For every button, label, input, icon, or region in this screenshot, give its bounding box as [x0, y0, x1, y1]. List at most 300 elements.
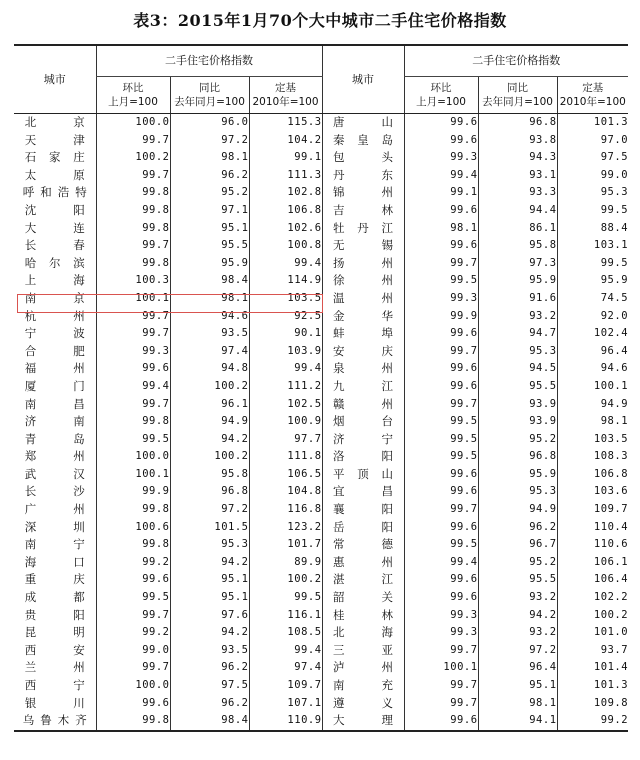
- header-mom-label: 环比: [122, 82, 144, 94]
- mom-value: 99.1: [404, 184, 478, 202]
- city-name: 三 亚: [333, 642, 394, 657]
- city-name: 丹 东: [333, 167, 394, 182]
- header-yoy-label: 同比: [507, 82, 529, 94]
- mom-value: 99.6: [404, 466, 478, 484]
- base-value: 103.9: [249, 343, 322, 361]
- mom-value: 99.0: [96, 642, 170, 660]
- table-row: [14, 607, 628, 625]
- city-name: 平顶山: [333, 466, 394, 481]
- base-value: 104.8: [249, 483, 322, 501]
- city-name: 金 华: [333, 308, 394, 323]
- mom-value: 100.0: [96, 677, 170, 695]
- yoy-value: 94.9: [170, 413, 249, 431]
- mom-value: 99.8: [96, 536, 170, 554]
- city-name: 长 春: [24, 238, 85, 253]
- city-cell: [14, 308, 96, 326]
- base-value: 101.0: [557, 624, 628, 642]
- city-cell: [14, 712, 96, 731]
- city-name: 扬 州: [333, 255, 394, 270]
- city-cell: [14, 149, 96, 167]
- header-base-base: 2010年=100: [252, 96, 319, 108]
- city-cell: [14, 483, 96, 501]
- city-name: 襄 阳: [333, 502, 394, 517]
- table-row: [14, 237, 628, 255]
- city-name: 北 海: [333, 625, 394, 640]
- base-value: 114.9: [249, 272, 322, 290]
- city-cell: [322, 712, 404, 731]
- city-name: 海 口: [24, 554, 85, 569]
- mom-value: 99.5: [404, 272, 478, 290]
- mom-value: 99.5: [96, 589, 170, 607]
- city-cell: [322, 167, 404, 185]
- city-cell: [14, 220, 96, 238]
- yoy-value: 97.1: [170, 202, 249, 220]
- header-yoy-base: 去年同月=100: [482, 96, 553, 108]
- mom-value: 100.6: [96, 519, 170, 537]
- yoy-value: 95.2: [478, 431, 557, 449]
- table-row: [14, 501, 628, 519]
- header-yoy-left: [170, 77, 249, 114]
- base-value: 101.7: [249, 536, 322, 554]
- city-name: 九 江: [333, 378, 394, 393]
- mom-value: 99.4: [96, 378, 170, 396]
- city-name: 合 肥: [24, 343, 85, 358]
- city-cell: [14, 431, 96, 449]
- city-name: 青 岛: [24, 431, 85, 446]
- yoy-value: 94.2: [170, 431, 249, 449]
- city-name: 大 连: [24, 220, 85, 235]
- city-name: 安 庆: [333, 343, 394, 358]
- mom-value: 99.6: [96, 695, 170, 713]
- base-value: 106.8: [557, 466, 628, 484]
- base-value: 89.9: [249, 554, 322, 572]
- city-name: 常 德: [333, 537, 394, 552]
- yoy-value: 97.2: [170, 132, 249, 150]
- header-yoy-base: 去年同月=100: [174, 96, 245, 108]
- yoy-value: 93.2: [478, 624, 557, 642]
- city-cell: [322, 624, 404, 642]
- city-name: 牡丹江: [333, 220, 394, 235]
- yoy-value: 101.5: [170, 519, 249, 537]
- table-row: [14, 659, 628, 677]
- city-cell: [14, 695, 96, 713]
- table-row: [14, 255, 628, 273]
- city-cell: [14, 554, 96, 572]
- city-name: 西 安: [24, 642, 85, 657]
- mom-value: 100.2: [96, 149, 170, 167]
- header-group-right: 二手住宅价格指数: [404, 45, 628, 77]
- yoy-value: 97.6: [170, 607, 249, 625]
- base-value: 100.1: [557, 378, 628, 396]
- base-value: 102.2: [557, 589, 628, 607]
- table-row: [14, 536, 628, 554]
- city-name: 北 京: [24, 115, 85, 129]
- city-name: 太 原: [24, 167, 85, 182]
- base-value: 110.4: [557, 519, 628, 537]
- city-name: 天 津: [24, 132, 85, 147]
- base-value: 101.3: [557, 677, 628, 695]
- base-value: 97.5: [557, 149, 628, 167]
- city-name: 贵 阳: [24, 607, 85, 622]
- yoy-value: 95.8: [478, 237, 557, 255]
- mom-value: 99.3: [404, 624, 478, 642]
- city-cell: [322, 659, 404, 677]
- header-group-left: 二手住宅价格指数: [96, 45, 322, 77]
- city-cell: [14, 501, 96, 519]
- yoy-value: 94.9: [478, 501, 557, 519]
- base-value: 90.1: [249, 325, 322, 343]
- base-value: 103.5: [249, 290, 322, 308]
- mom-value: 99.6: [404, 114, 478, 132]
- city-cell: [14, 290, 96, 308]
- base-value: 92.5: [249, 308, 322, 326]
- yoy-value: 93.2: [478, 308, 557, 326]
- yoy-value: 96.4: [478, 659, 557, 677]
- city-name: 沈 阳: [24, 202, 85, 217]
- city-name: 蚌 埠: [333, 326, 394, 341]
- yoy-value: 100.2: [170, 378, 249, 396]
- city-cell: [322, 114, 404, 132]
- city-cell: [14, 607, 96, 625]
- yoy-value: 94.3: [478, 149, 557, 167]
- mom-value: 99.6: [96, 360, 170, 378]
- base-value: 100.2: [249, 571, 322, 589]
- city-cell: [322, 184, 404, 202]
- city-cell: [322, 255, 404, 273]
- yoy-value: 96.2: [170, 695, 249, 713]
- base-value: 123.2: [249, 519, 322, 537]
- mom-value: 99.7: [404, 677, 478, 695]
- city-name: 昆 明: [24, 625, 85, 640]
- yoy-value: 93.2: [478, 589, 557, 607]
- city-cell: [322, 483, 404, 501]
- city-cell: [322, 677, 404, 695]
- table-row: [14, 448, 628, 466]
- base-value: 99.4: [249, 642, 322, 660]
- base-value: 100.8: [249, 237, 322, 255]
- yoy-value: 96.2: [170, 167, 249, 185]
- city-name: 银 川: [24, 695, 85, 710]
- base-value: 106.4: [557, 571, 628, 589]
- city-name: 南 昌: [24, 396, 85, 411]
- city-name: 哈尔滨: [24, 255, 85, 270]
- base-value: 102.5: [249, 396, 322, 414]
- yoy-value: 96.2: [170, 659, 249, 677]
- yoy-value: 94.6: [170, 308, 249, 326]
- mom-value: 99.6: [404, 571, 478, 589]
- city-name: 广 州: [24, 502, 85, 517]
- city-cell: [14, 642, 96, 660]
- city-cell: [14, 325, 96, 343]
- city-cell: [322, 466, 404, 484]
- mom-value: 99.5: [404, 431, 478, 449]
- mom-value: 99.7: [96, 325, 170, 343]
- city-name: 包 头: [333, 150, 394, 165]
- city-cell: [14, 466, 96, 484]
- city-cell: [322, 607, 404, 625]
- city-cell: [14, 378, 96, 396]
- yoy-value: 94.2: [478, 607, 557, 625]
- mom-value: 99.7: [404, 501, 478, 519]
- mom-value: 99.8: [96, 202, 170, 220]
- city-name: 洛 阳: [333, 449, 394, 464]
- base-value: 96.4: [557, 343, 628, 361]
- city-name: 温 州: [333, 290, 394, 305]
- table-row: [14, 220, 628, 238]
- yoy-value: 95.9: [478, 272, 557, 290]
- base-value: 95.3: [557, 184, 628, 202]
- base-value: 99.0: [557, 167, 628, 185]
- mom-value: 99.8: [96, 255, 170, 273]
- header-mom-left: [96, 77, 170, 114]
- city-cell: [322, 413, 404, 431]
- table-row: [14, 325, 628, 343]
- mom-value: 99.2: [96, 624, 170, 642]
- base-value: 99.5: [249, 589, 322, 607]
- city-cell: [322, 237, 404, 255]
- base-value: 104.2: [249, 132, 322, 150]
- mom-value: 99.7: [404, 642, 478, 660]
- mom-value: 99.5: [96, 431, 170, 449]
- city-name: 唐 山: [333, 115, 394, 129]
- mom-value: 100.1: [96, 466, 170, 484]
- header-mom-base: 上月=100: [108, 96, 158, 108]
- city-name: 乌鲁木齐: [22, 713, 87, 728]
- header-yoy-right: [478, 77, 557, 114]
- base-value: 103.5: [557, 431, 628, 449]
- city-cell: [322, 501, 404, 519]
- yoy-value: 97.2: [478, 642, 557, 660]
- city-cell: [322, 360, 404, 378]
- base-value: 74.5: [557, 290, 628, 308]
- city-name: 呼和浩特: [22, 185, 87, 200]
- city-cell: [14, 132, 96, 150]
- mom-value: 100.0: [96, 448, 170, 466]
- yoy-value: 95.1: [170, 571, 249, 589]
- table-row: [14, 519, 628, 537]
- base-value: 103.6: [557, 483, 628, 501]
- city-cell: [14, 272, 96, 290]
- yoy-value: 95.1: [170, 589, 249, 607]
- base-value: 97.7: [249, 431, 322, 449]
- table-row: [14, 483, 628, 501]
- base-value: 92.0: [557, 308, 628, 326]
- base-value: 109.7: [557, 501, 628, 519]
- mom-value: 99.7: [96, 132, 170, 150]
- yoy-value: 94.5: [478, 360, 557, 378]
- city-name: 秦皇岛: [333, 132, 394, 147]
- yoy-value: 98.4: [170, 272, 249, 290]
- city-cell: [14, 396, 96, 414]
- mom-value: 99.6: [404, 325, 478, 343]
- mom-value: 99.8: [96, 501, 170, 519]
- table-row: [14, 554, 628, 572]
- city-cell: [322, 272, 404, 290]
- mom-value: 99.6: [96, 571, 170, 589]
- base-value: 94.9: [557, 396, 628, 414]
- yoy-value: 94.7: [478, 325, 557, 343]
- city-cell: [14, 589, 96, 607]
- mom-value: 99.8: [96, 184, 170, 202]
- city-cell: [322, 149, 404, 167]
- base-value: 108.5: [249, 624, 322, 642]
- city-name: 西 宁: [24, 678, 85, 692]
- city-cell: [322, 132, 404, 150]
- city-cell: [322, 396, 404, 414]
- table-row: [14, 272, 628, 290]
- header-mom-right: [404, 77, 478, 114]
- mom-value: 99.8: [96, 712, 170, 731]
- table-row: [14, 114, 628, 132]
- city-name: 湛 江: [333, 572, 394, 587]
- yoy-value: 95.5: [478, 571, 557, 589]
- mom-value: 99.7: [96, 167, 170, 185]
- yoy-value: 97.3: [478, 255, 557, 273]
- table-row: [14, 695, 628, 713]
- mom-value: 99.6: [404, 378, 478, 396]
- mom-value: 100.1: [404, 659, 478, 677]
- city-cell: [14, 167, 96, 185]
- city-name: 深 圳: [24, 519, 85, 534]
- city-name: 韶 关: [333, 590, 394, 605]
- base-value: 99.5: [557, 255, 628, 273]
- yoy-value: 100.2: [170, 448, 249, 466]
- base-value: 97.0: [557, 132, 628, 150]
- base-value: 100.2: [557, 607, 628, 625]
- city-name: 济 南: [24, 414, 85, 429]
- yoy-value: 91.6: [478, 290, 557, 308]
- yoy-value: 98.1: [170, 149, 249, 167]
- city-name: 济 宁: [333, 431, 394, 446]
- yoy-value: 97.5: [170, 677, 249, 695]
- city-name: 徐 州: [333, 273, 394, 288]
- city-cell: [14, 184, 96, 202]
- yoy-value: 95.1: [478, 677, 557, 695]
- city-cell: [14, 659, 96, 677]
- mom-value: 99.8: [96, 220, 170, 238]
- city-cell: [322, 378, 404, 396]
- base-value: 95.9: [557, 272, 628, 290]
- yoy-value: 96.0: [170, 114, 249, 132]
- city-name: 桂 林: [333, 607, 394, 622]
- mom-value: 99.6: [404, 712, 478, 731]
- yoy-value: 94.2: [170, 554, 249, 572]
- base-value: 102.4: [557, 325, 628, 343]
- header-base-label: 定基: [275, 82, 297, 94]
- city-name: 惠 州: [333, 554, 394, 569]
- city-name: 成 都: [24, 590, 85, 605]
- table-row: [14, 571, 628, 589]
- yoy-value: 95.1: [170, 220, 249, 238]
- base-value: 110.6: [557, 536, 628, 554]
- city-cell: [322, 695, 404, 713]
- yoy-value: 96.8: [478, 448, 557, 466]
- mom-value: 99.4: [404, 167, 478, 185]
- table-row: [14, 290, 628, 308]
- city-name: 郑 州: [24, 449, 85, 464]
- city-cell: [14, 202, 96, 220]
- table-row: [14, 184, 628, 202]
- city-name: 重 庆: [24, 572, 85, 587]
- base-value: 102.6: [249, 220, 322, 238]
- city-name: 大 理: [333, 713, 394, 728]
- yoy-value: 95.3: [478, 343, 557, 361]
- mom-value: 100.3: [96, 272, 170, 290]
- city-cell: [322, 589, 404, 607]
- base-value: 109.7: [249, 677, 322, 695]
- mom-value: 99.4: [404, 554, 478, 572]
- price-index-table: [14, 44, 628, 732]
- yoy-value: 98.4: [170, 712, 249, 731]
- yoy-value: 96.1: [170, 396, 249, 414]
- base-value: 99.4: [249, 360, 322, 378]
- city-cell: [322, 554, 404, 572]
- mom-value: 99.9: [404, 308, 478, 326]
- city-cell: [322, 571, 404, 589]
- city-name: 无 锡: [333, 238, 394, 253]
- city-name: 兰 州: [24, 660, 85, 675]
- city-cell: [14, 360, 96, 378]
- table-row: [14, 396, 628, 414]
- mom-value: 99.3: [404, 290, 478, 308]
- table-row: [14, 378, 628, 396]
- yoy-value: 96.8: [170, 483, 249, 501]
- base-value: 108.3: [557, 448, 628, 466]
- base-value: 115.3: [249, 114, 322, 132]
- mom-value: 99.6: [404, 237, 478, 255]
- yoy-value: 96.7: [478, 536, 557, 554]
- yoy-value: 93.9: [478, 413, 557, 431]
- yoy-value: 95.9: [478, 466, 557, 484]
- header-mom-label: 环比: [430, 82, 452, 94]
- mom-value: 99.3: [404, 149, 478, 167]
- city-name: 武 汉: [24, 466, 85, 481]
- city-name: 赣 州: [333, 396, 394, 411]
- base-value: 97.4: [249, 659, 322, 677]
- mom-value: 99.7: [404, 255, 478, 273]
- base-value: 103.1: [557, 237, 628, 255]
- base-value: 101.3: [557, 114, 628, 132]
- city-cell: [322, 431, 404, 449]
- yoy-value: 95.8: [170, 466, 249, 484]
- city-cell: [14, 571, 96, 589]
- mom-value: 99.3: [96, 343, 170, 361]
- table-row: [14, 343, 628, 361]
- header-base-label: 定基: [582, 82, 604, 94]
- city-cell: [322, 220, 404, 238]
- mom-value: 99.6: [404, 519, 478, 537]
- city-cell: [322, 325, 404, 343]
- yoy-value: 98.1: [170, 290, 249, 308]
- mom-value: 99.5: [404, 536, 478, 554]
- mom-value: 99.2: [96, 554, 170, 572]
- table-row: [14, 132, 628, 150]
- mom-value: 99.3: [404, 607, 478, 625]
- city-name: 吉 林: [333, 202, 394, 217]
- city-cell: [14, 237, 96, 255]
- city-name: 岳 阳: [333, 519, 394, 534]
- city-cell: [14, 677, 96, 695]
- city-cell: [14, 624, 96, 642]
- yoy-value: 86.1: [478, 220, 557, 238]
- yoy-value: 95.2: [478, 554, 557, 572]
- header-city-left: 城市: [14, 45, 96, 114]
- yoy-value: 97.2: [170, 501, 249, 519]
- mom-value: 99.7: [404, 695, 478, 713]
- table-row: [14, 712, 628, 731]
- table-header: [14, 45, 628, 114]
- city-cell: [14, 413, 96, 431]
